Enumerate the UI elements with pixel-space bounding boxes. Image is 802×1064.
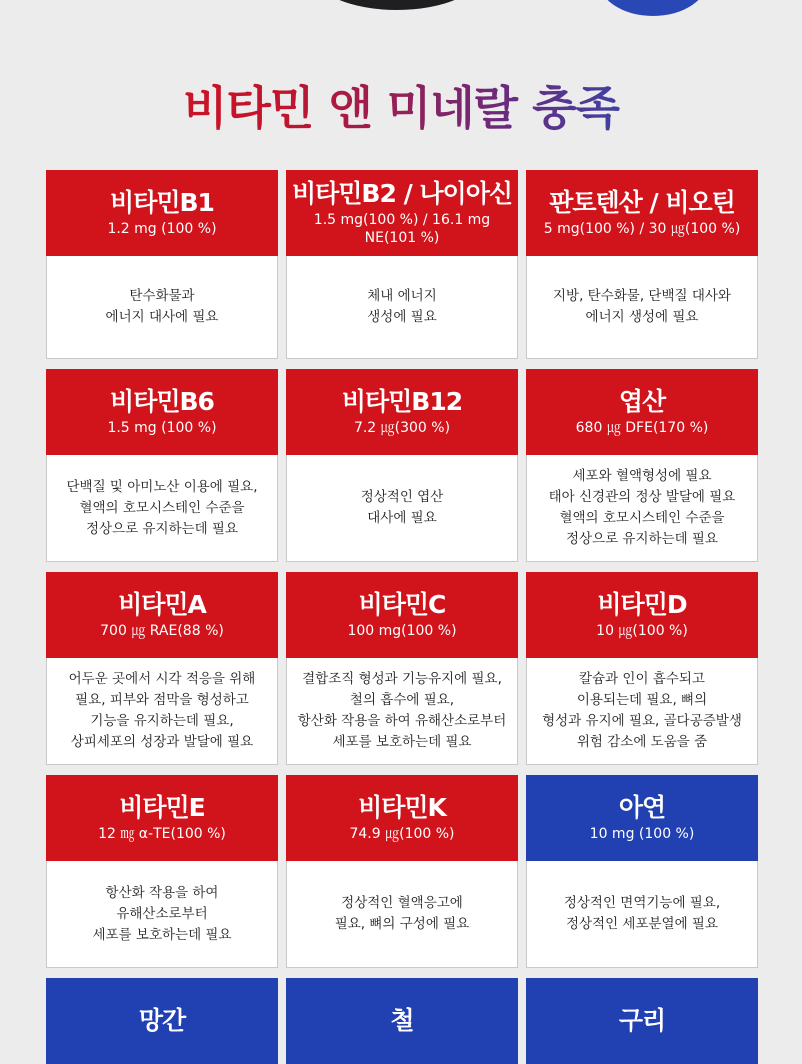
description-line: 정상으로 유지하는데 필요 [565,531,719,547]
nutrient-card-header [46,775,278,861]
description-line: 단백질 및 아미노산 이용에 필요, [66,478,258,495]
nutrient-card-header [46,572,278,658]
nutrient-description [286,256,518,359]
description-line: 정상적인 엽산 [360,489,444,505]
nutrient-name: 망간 [138,1006,186,1035]
description-line: 철의 흡수에 필요, [349,692,455,708]
description-line: 칼슘과 인이 흡수되고 [579,671,705,687]
nutrient-amount: 74.9 ㎍(100 %) [349,826,455,842]
nutrient-card-header [286,572,518,658]
nutrient-amount: 680 ㎍ DFE(170 %) [575,420,709,436]
description-line: 필요, 뼈의 구성에 필요 [334,916,470,932]
page-title: 비타민 앤 미네랄 충족 [0,72,802,138]
nutrient-card [526,775,758,968]
description-line: 태아 신경관의 정상 발달에 필요 [548,489,736,505]
nutrient-description [526,455,758,562]
nutrient-amount: 1.5 mg(100 %) / 16.1 mg NE(101 %) [313,212,491,246]
description-line: 세포를 보호하는데 필요 [92,926,232,943]
nutrient-card-header [526,572,758,658]
description-line: 혈액의 호모시스테인 수준을 [559,510,725,526]
description-line: 기능을 유지하는데 필요, [90,713,234,729]
nutrient-card-header [286,775,518,861]
nutrient-card-header [46,369,278,455]
nutrient-card [526,369,758,562]
nutrient-card [526,170,758,359]
nutrient-card [286,775,518,968]
nutrient-name: 비타민C [358,590,446,619]
nutrient-description [46,658,278,765]
nutrient-description [526,256,758,359]
nutrient-card [46,369,278,562]
nutrient-card [46,572,278,765]
description-line: 정상적인 혈액응고에 [341,895,463,911]
description-line: 형성과 유지에 필요, 골다공증발생 [542,713,742,729]
nutrient-card [286,978,518,1064]
description-line: 유해산소로부터 [116,905,208,922]
nutrient-card-header [46,978,278,1064]
nutrient-name: 비타민E [119,793,205,822]
nutrient-amount: 10 mg (100 %) [589,826,695,842]
nutrient-name: 비타민B1 [110,188,214,217]
nutrient-card-header [526,170,758,256]
description-line: 정상적인 세포분열에 필요 [565,916,719,932]
nutrient-grid [46,170,758,1064]
description-line: 지방, 탄수화물, 단백질 대사와 [553,288,731,304]
nutrient-card-header [286,170,518,256]
nutrient-name: 아연 [618,793,666,822]
nutrient-name: 구리 [618,1006,666,1035]
nutrient-card [526,978,758,1064]
nutrient-card-header [526,978,758,1064]
nutrient-amount: 700 ㎍ RAE(88 %) [100,623,224,639]
nutrient-name: 비타민A [118,590,206,619]
description-line: 대사에 필요 [367,510,437,526]
nutrient-description [526,658,758,765]
nutrient-amount: 1.5 mg (100 %) [107,420,217,436]
description-line: 에너지 생성에 필요 [585,309,699,325]
nutrient-name: 엽산 [618,387,666,416]
nutrient-card [46,978,278,1064]
nutrient-description [286,861,518,968]
nutrient-description [526,861,758,968]
nutrient-card [526,572,758,765]
description-line: 상피세포의 성장과 발달에 필요 [70,734,254,750]
nutrient-name: 비타민B2 / 나이아신 [291,179,513,208]
nutrient-card [46,775,278,968]
nutrient-amount: 1.2 mg (100 %) [107,221,217,237]
description-line: 이용되는데 필요, 뼈의 [576,692,708,708]
description-line: 위험 감소에 도움을 줌 [576,734,708,750]
description-line: 체내 에너지 [367,288,437,304]
nutrient-card [286,369,518,562]
nutrient-amount: 10 ㎍(100 %) [596,623,688,639]
nutrient-description [46,455,278,562]
nutrient-amount: 5 mg(100 %) / 30 ㎍(100 %) [543,221,741,237]
description-line: 세포와 혈액형성에 필요 [572,468,712,484]
nutrient-description [286,455,518,562]
product-image-blue [598,0,708,16]
nutrient-card [286,572,518,765]
nutrient-description [286,658,518,765]
nutrient-description [46,861,278,968]
product-image-dark [312,0,482,10]
nutrient-amount: 100 mg(100 %) [347,623,457,639]
nutrient-amount: 7.2 ㎍(300 %) [353,420,451,436]
description-line: 세포를 보호하는데 필요 [332,734,472,750]
nutrient-card-header [286,369,518,455]
description-line: 정상으로 유지하는데 필요 [85,520,239,537]
nutrient-name: 철 [390,1006,414,1035]
nutrient-card-header [526,369,758,455]
nutrient-description [46,256,278,359]
description-line: 에너지 대사에 필요 [105,309,219,325]
nutrient-amount: 12 ㎎ α-TE(100 %) [98,826,226,842]
nutrient-name: 비타민B6 [110,387,214,416]
description-line: 생성에 필요 [367,309,437,325]
description-line: 혈액의 호모시스테인 수준을 [79,499,245,516]
description-line: 필요, 피부와 점막을 형성하고 [75,692,249,708]
nutrient-card-header [286,978,518,1064]
description-line: 결합조직 형성과 기능유지에 필요, [302,671,502,687]
description-line: 탄수화물과 [129,288,195,304]
nutrient-card-header [46,170,278,256]
description-line: 정상적인 면역기능에 필요, [563,895,721,911]
nutrient-card-header [526,775,758,861]
nutrient-name: 판토텐산 / 비오틴 [549,188,735,217]
nutrient-name: 비타민D [597,590,687,619]
description-line: 항산화 작용을 하여 유해산소로부터 [297,713,507,729]
nutrient-card [46,170,278,359]
description-line: 어두운 곳에서 시각 적응을 위해 [68,671,256,687]
nutrient-name: 비타민K [358,793,446,822]
description-line: 항산화 작용을 하여 [105,884,219,901]
nutrient-name: 비타민B12 [341,387,463,416]
nutrient-card [286,170,518,359]
